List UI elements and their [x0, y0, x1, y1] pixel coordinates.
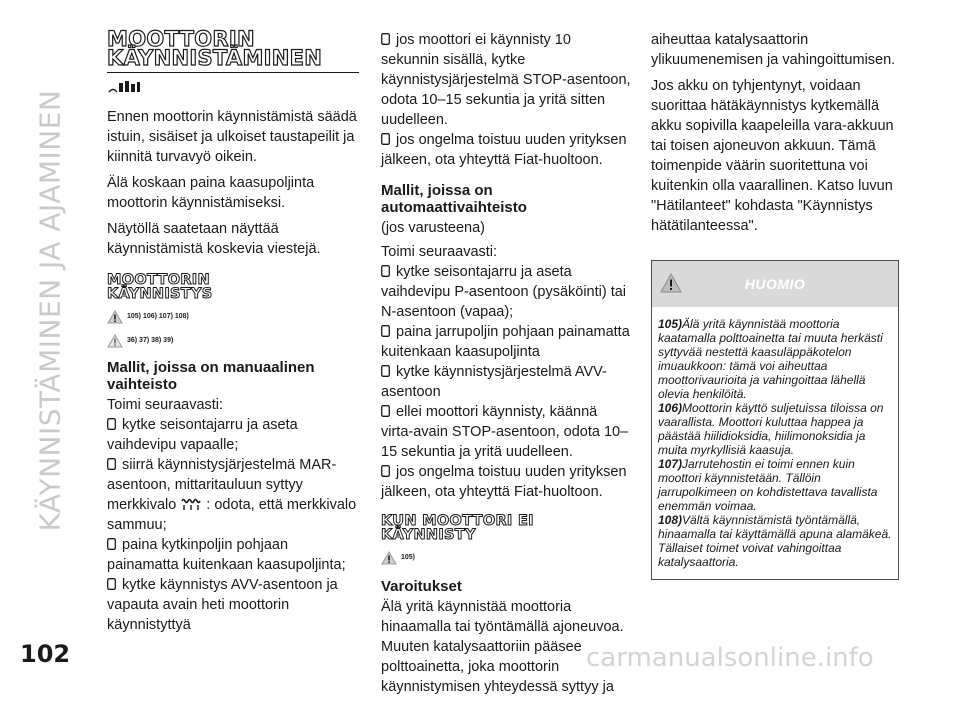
subsection-title-no-start: KUN MOOTTORI EI KÄYNNISTY [381, 513, 534, 543]
manual-intro: Toimi seuraavasti: [107, 397, 224, 413]
attention-box [651, 260, 899, 580]
eco-camera-icon [107, 79, 147, 95]
warning-refs-row: 105) 106) 107) 108) [107, 307, 359, 327]
warnings-text: Älä yritä käynnistää moottoria hinaamalla tai työntämällä ajoneuvoa. Muuten katalysaattoriin pääsee polttoainetta, joka moottorin käynnistymisen yhteydessä syttyy ja [381, 599, 624, 695]
caution-triangle-icon [107, 334, 123, 348]
attention-note-105: 105)Älä yritä käynnistää moottoria kaatamalla polttoainetta tai muuta herkästi syttyvää nestettä kaasuläppäkotelon imuaukkoon: tämä voi aiheuttaa moottorivaurioita ja vahingoittaa lähellä olevia henkilöitä. [658, 317, 883, 401]
intro-paragraph-2: Älä koskaan paina kaasupoljinta moottorin käynnistämiseksi. [107, 175, 315, 211]
attention-box-body [652, 307, 898, 579]
step-bullet-icon [381, 365, 390, 377]
intro-paragraph-1: Ennen moottorin käynnistämistä säädä istuin, sisäiset ja ulkoiset taustapeilit ja kiinnitä turvavyö oikein. [107, 109, 357, 165]
intro-paragraph-3: Näytöllä saatetaan näyttää käynnistämistä koskevia viestejä. [107, 221, 321, 257]
step-bullet-icon [107, 458, 116, 470]
caution-refs-row: 36) 37) 38) 39) [107, 331, 359, 351]
step-bullet-icon [381, 325, 390, 337]
step-bullet-icon [107, 418, 116, 430]
manual-transmission-heading: Mallit, joissa on manuaalinen vaihteisto [107, 359, 315, 393]
automatic-transmission-heading: Mallit, joissa on automaattivaihteisto [381, 182, 527, 216]
manual-step-5: jos moottori ei käynnisty 10 sekunnin sisällä, kytke käynnistysjärjestelmä STOP-asentoon, odota 10–15 sekuntia ja yritä sitten uudelleen. [381, 32, 631, 128]
attention-note-106: 106)Moottorin käyttö suljetuissa tiloissa on vaarallista. Moottori kuluttaa happea ja päästää hiilidioksidia, hiilimonoksidia ja muita myrkyllisiä kaasuja. [658, 401, 884, 457]
subsection-title-start: MOOTTORIN KÄYNNISTYS [107, 272, 213, 302]
automatic-step-3: kytke käynnistysjärjestelmä AVV-asentoon [381, 364, 607, 400]
manual-step-4: kytke käynnistys AVV-asentoon ja vapauta avain heti moottorin käynnistyttyä [107, 577, 338, 633]
attention-note-108: 108)Vältä käynnistämistä työntämällä, hinaamalla tai käyttämällä apuna alamäkeä. Tällaiset toimet voivat vahingoittaa katalysaattoria. [658, 513, 892, 569]
step-bullet-icon [381, 465, 390, 477]
automatic-step-4: ellei moottori käynnisty, käännä virta-avain STOP-asentoon, odota 10–15 sekuntia ja yritä uudelleen. [381, 404, 629, 460]
automatic-step-1: kytke seisontajarru ja aseta vaihdevipu P-asentoon (pysäköinti) tai N-asentoon (vapaa); [381, 264, 627, 320]
warnings-heading: Varoitukset [381, 578, 462, 595]
automatic-step-5: jos ongelma toistuu uuden yrityksen jälkeen, ota yhteyttä Fiat-huoltoon. [381, 464, 627, 500]
glow-plug-warning-icon [180, 497, 202, 511]
step-bullet-icon [381, 33, 390, 45]
automatic-optional-note: (jos varusteena) [381, 220, 485, 236]
site-watermark: carmanualsonline.info [586, 643, 874, 673]
attention-box-header [652, 261, 898, 307]
manual-step-3: paina kytkinpoljin pohjaan painamatta kuitenkaan kaasupoljinta; [107, 537, 346, 573]
automatic-step-2: paina jarrupoljin pohjaan painamatta kuitenkaan kaasupoljinta [381, 324, 630, 360]
manual-step-2: siirrä käynnistysjärjestelmä MAR-asentoon, mittaritauluun syttyy merkkivalo : odota, että merkkivalo sammuu; [107, 457, 357, 533]
attention-box-title: HUOMIO [744, 276, 806, 292]
warning-triangle-icon [660, 273, 682, 293]
step-bullet-icon [381, 405, 390, 417]
step-bullet-icon [107, 578, 116, 590]
step-bullet-icon [381, 133, 390, 145]
step-bullet-icon [107, 538, 116, 550]
manual-step-1: kytke seisontajarru ja aseta vaihdevipu vapaalle; [107, 417, 298, 453]
page-number: 102 [20, 640, 71, 668]
side-chapter-title: KÄYNNISTÄMINEN JA AJAMINEN [33, 89, 67, 531]
column-middle [381, 30, 631, 703]
attention-note-107: 107)Jarrutehostin ei toimi ennen kuin moottori käynnistetään. Tällöin jarrupolkimeen on kohdistettava tavallista enemmän voimaa. [658, 457, 878, 513]
catalyst-paragraph: aiheuttaa katalysaattorin ylikuumenemisen ja vahingoittumisen. [651, 32, 896, 68]
warning-triangle-icon [381, 551, 397, 565]
manual-step-6: jos ongelma toistuu uuden yrityksen jälkeen, ota yhteyttä Fiat-huoltoon. [381, 132, 627, 168]
warning-triangle-icon [107, 310, 123, 324]
emergency-start-paragraph: Jos akku on tyhjentynyt, voidaan suorittaa hätäkäynnistys kytkemällä akku sopivilla kaapeleilla vara-akkuun tai toisen ajoneuvon akkuun. Tämä toimenpide väärin suoritettuna voi kuitenkin olla vaarallinen. Katso luvun "Hätilanteet" kohdasta "Käynnistys hätätilanteessa". [651, 78, 894, 234]
step-bullet-icon [381, 265, 390, 277]
column-left [107, 27, 359, 635]
warning-refs-row: 105) [381, 548, 631, 568]
section-title: MOOTTORIN KÄYNNISTÄMINEN [107, 30, 359, 73]
column-right [651, 30, 899, 580]
automatic-intro: Toimi seuraavasti: [381, 244, 498, 260]
